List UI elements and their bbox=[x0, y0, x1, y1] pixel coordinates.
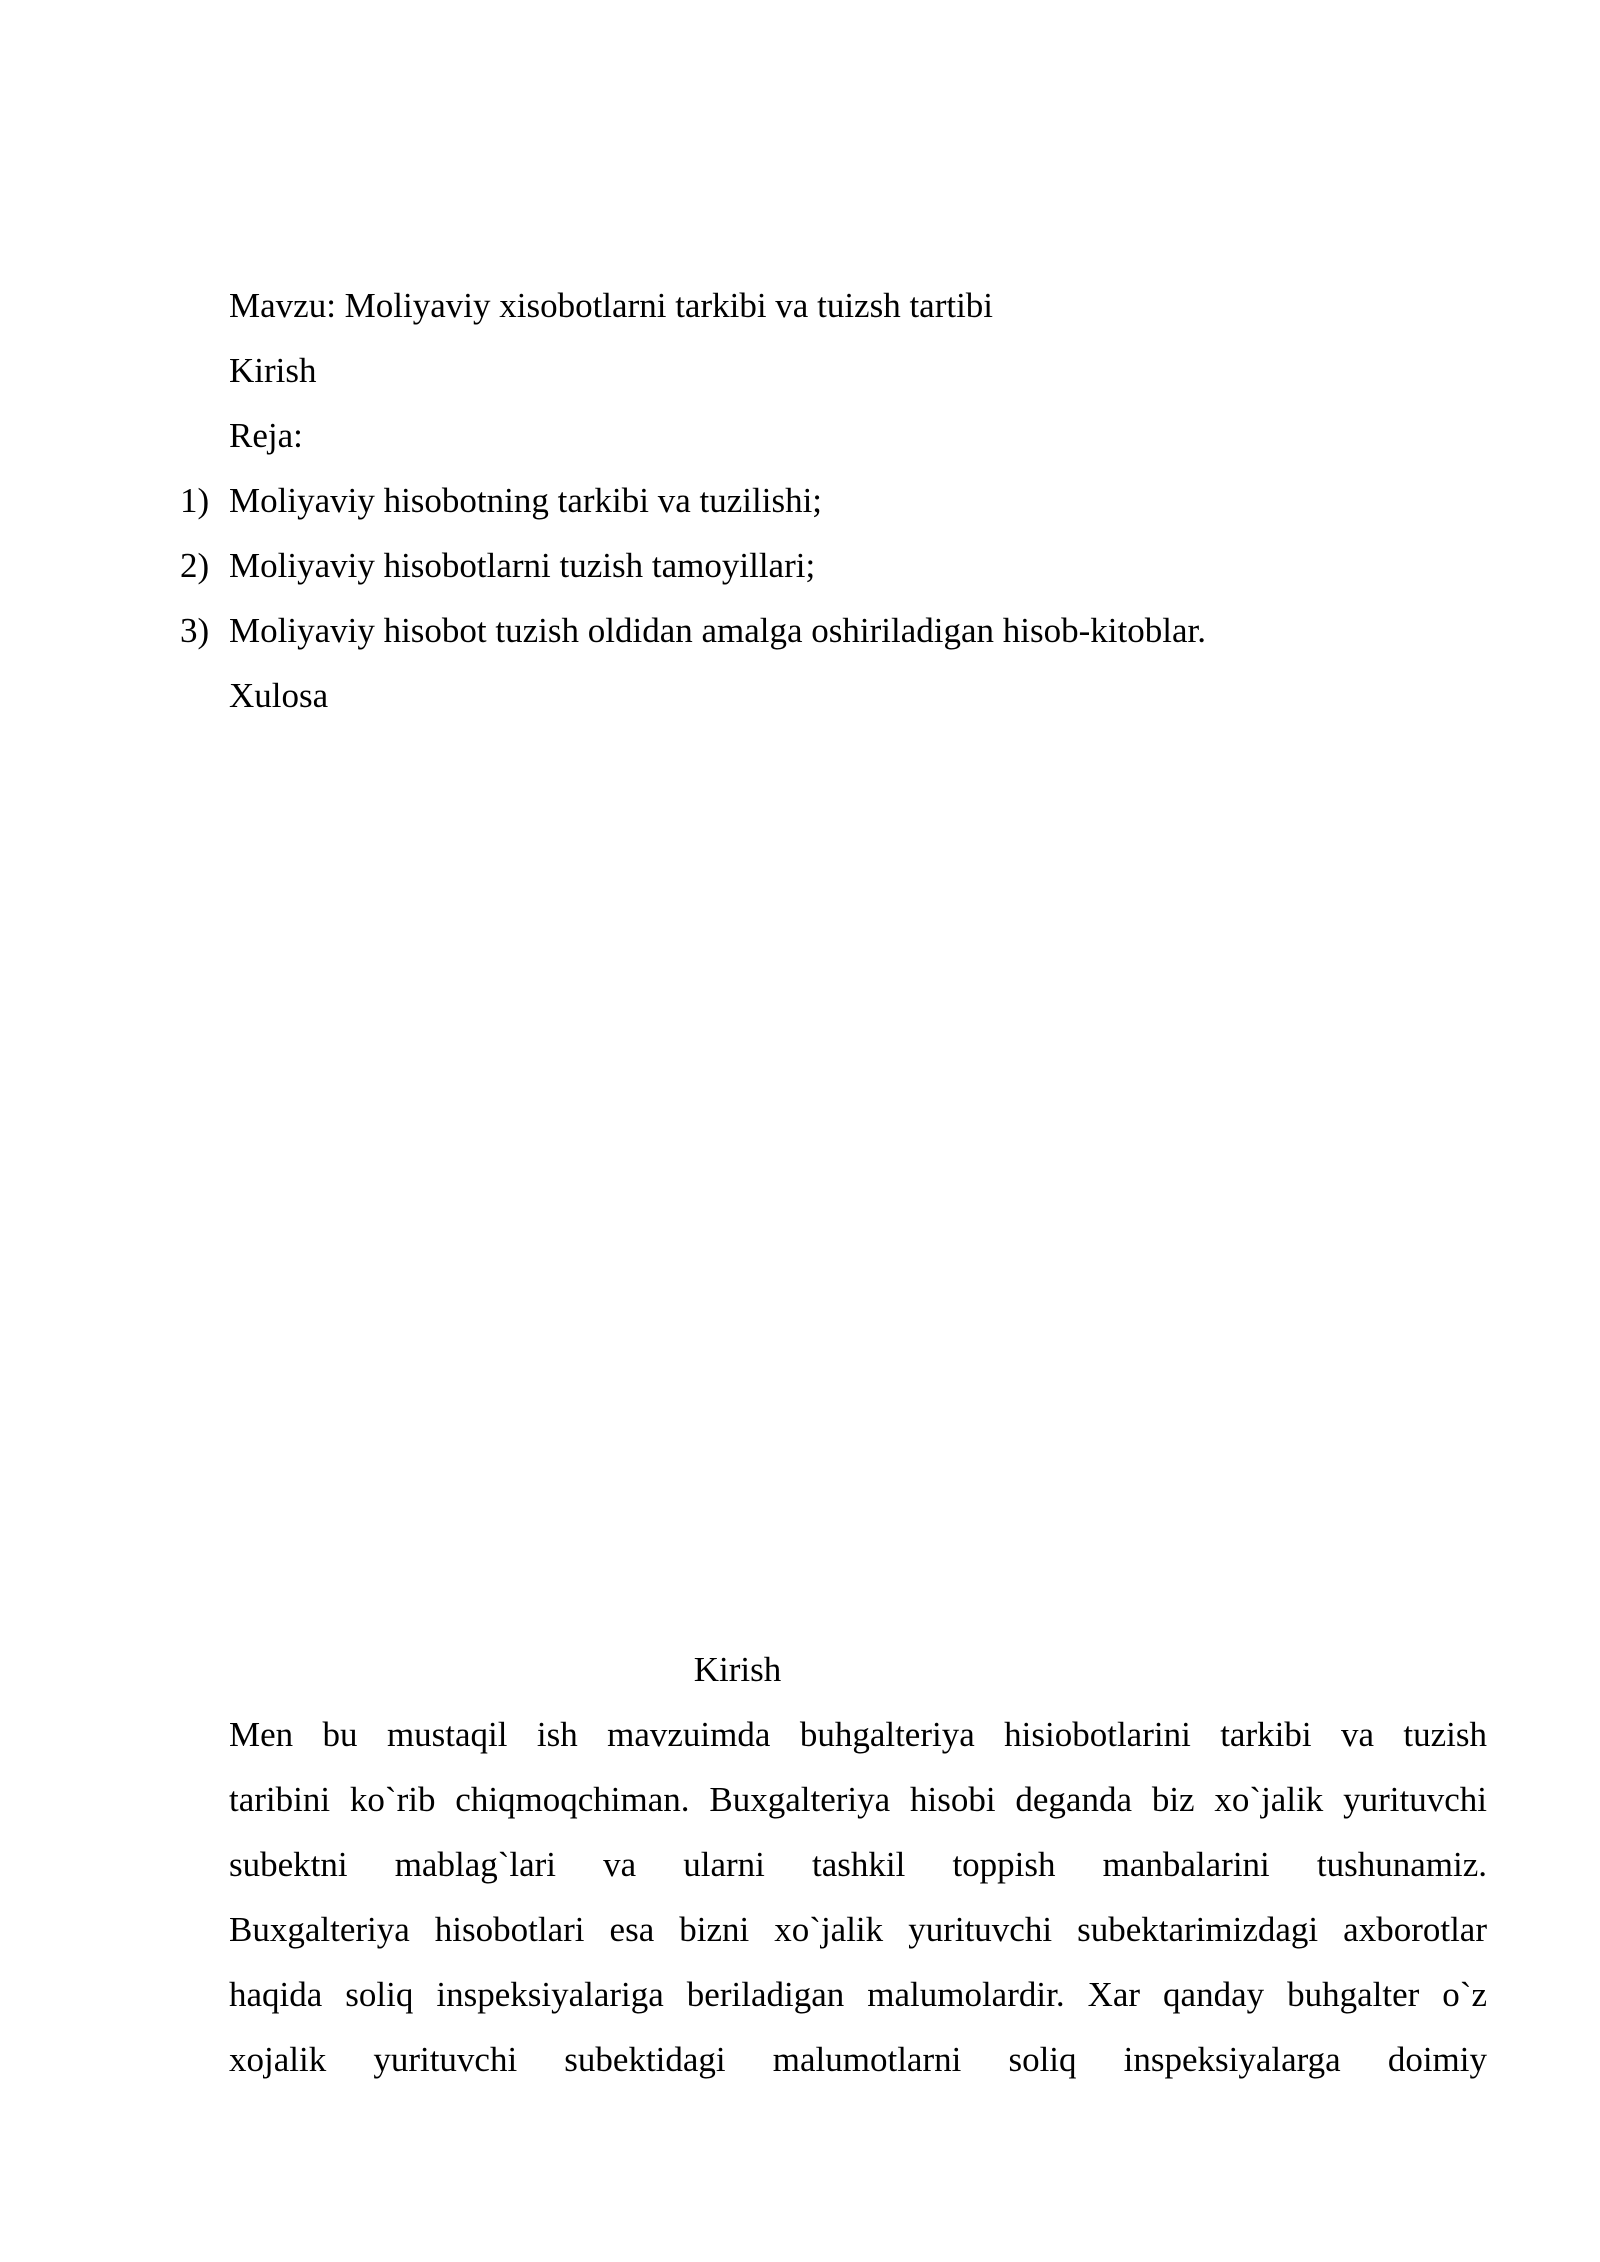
topic-heading: Mavzu: Moliyaviy xisobotlarni tarkibi va tuizsh tartibi bbox=[229, 286, 994, 325]
paragraph-line: Buxgalteriya hisobotlari esa bizni xo`jalik yurituvchi subektarimizdagi axborotlar bbox=[229, 1910, 1487, 1949]
paragraph-line: haqida soliq inspeksiyalariga beriladigan malumolardir. Xar qanday buhgalter o`z bbox=[229, 1975, 1487, 2014]
paragraph-line: subektni mablag`lari va ularni tashkil toppish manbalarini tushunamiz. bbox=[229, 1845, 1487, 1884]
plan-item-text: Moliyaviy hisobot tuzish oldidan amalga oshiriladigan hisob-kitoblar. bbox=[229, 611, 1206, 650]
plan-label: Reja: bbox=[229, 416, 303, 455]
paragraph-line: taribini ko`rib chiqmoqchiman. Buxgalteriya hisobi deganda biz xo`jalik yurituvchi bbox=[229, 1780, 1487, 1819]
plan-item-number: 2) bbox=[180, 546, 210, 585]
conclusion-label: Xulosa bbox=[229, 676, 329, 715]
paragraph-line: xojalik yurituvchi subektidagi malumotlarni soliq inspeksiyalarga doimiy bbox=[229, 2040, 1487, 2079]
plan-item-number: 3) bbox=[180, 611, 210, 650]
intro-label: Kirish bbox=[229, 351, 317, 390]
intro-section-title: Kirish bbox=[693, 1650, 782, 1689]
plan-item-text: Moliyaviy hisobotning tarkibi va tuzilishi; bbox=[229, 481, 823, 520]
plan-item-number: 1) bbox=[180, 481, 210, 520]
paragraph-line: Men bu mustaqil ish mavzuimda buhgalteriya hisiobotlarini tarkibi va tuzish bbox=[229, 1715, 1487, 1754]
plan-item-text: Moliyaviy hisobotlarni tuzish tamoyillari; bbox=[229, 546, 816, 585]
